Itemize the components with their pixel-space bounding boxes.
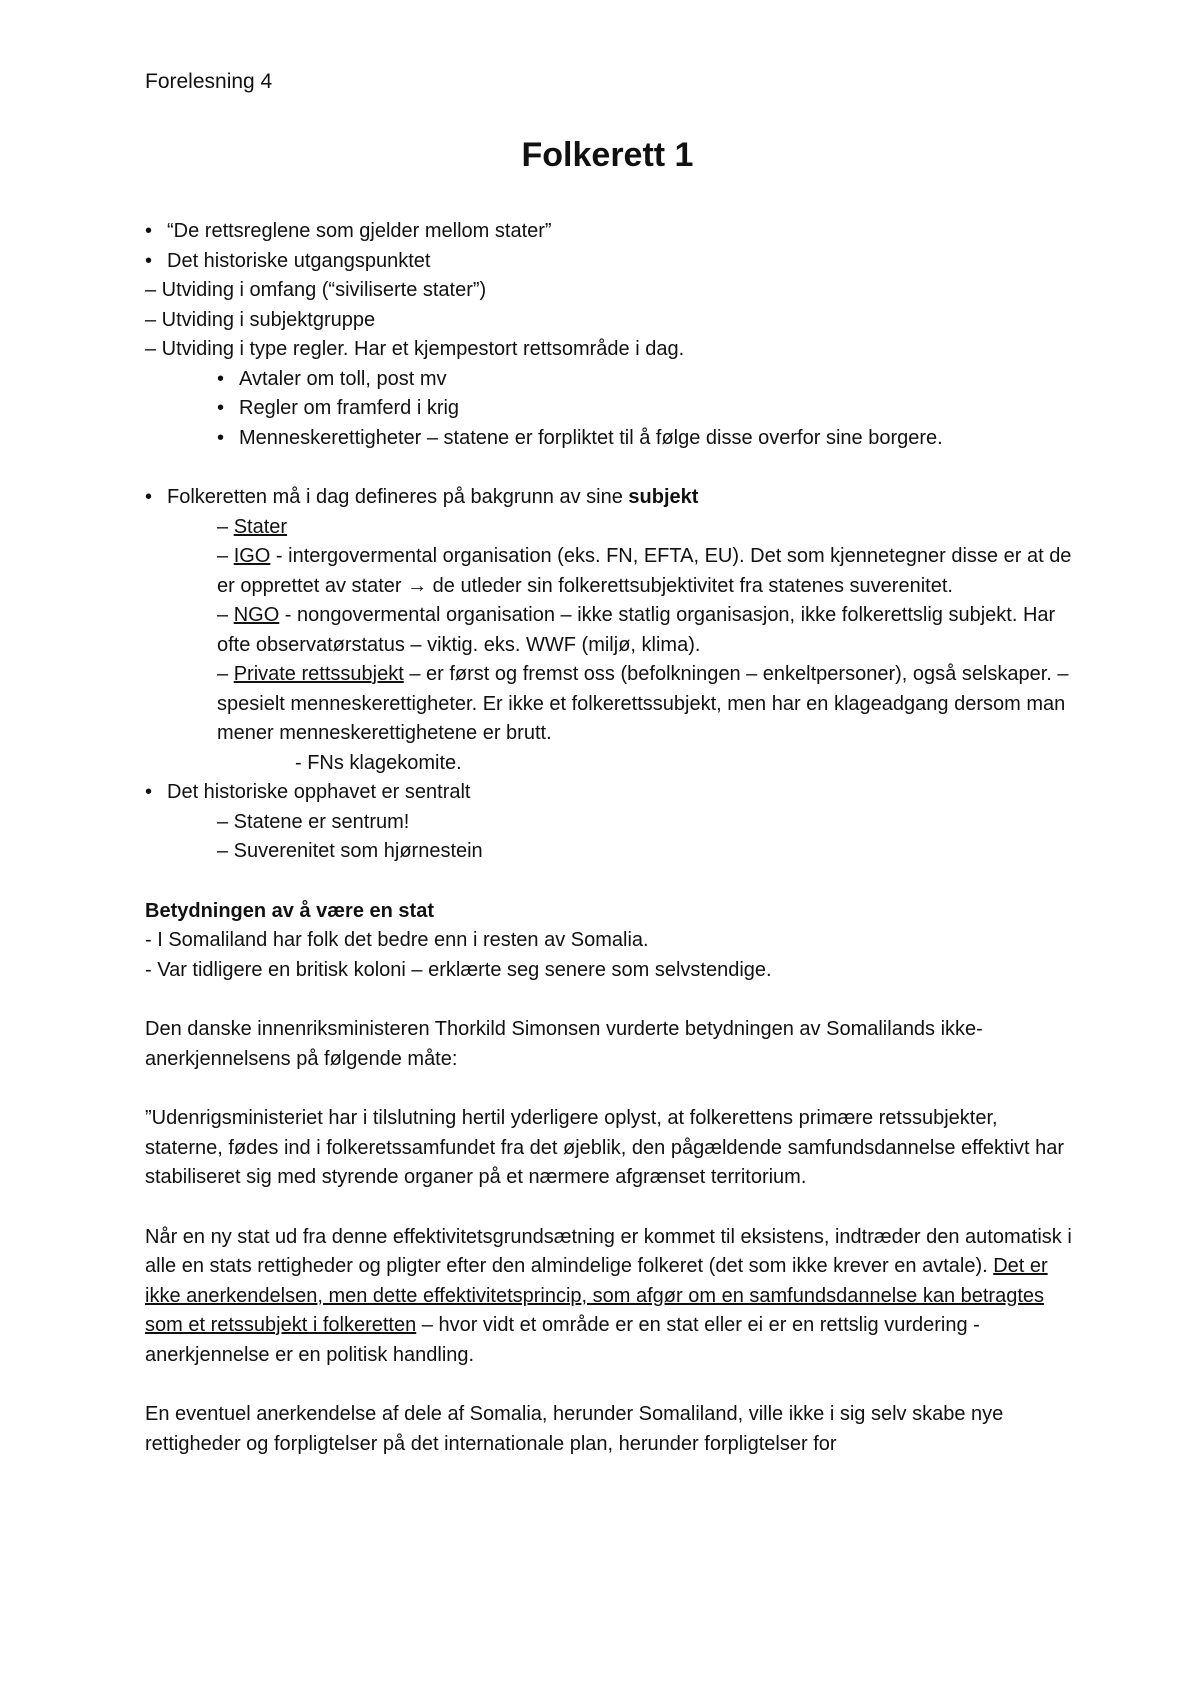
arrow-right-icon: → [407,574,428,597]
paragraph: Den danske innenriksministeren Thorkild Simonsen vurderte betydningen av Somalilands ikke-anerkjennelsens på følgende måte: [145,1018,983,1070]
subject-igo: – IGO - intergovermental organisation (eks. FN, EFTA, EU). Det som kjennetegner disse er at de er opprettet av stater → de utleder sin folkerettsubjektivitet fra statenes suverenitet. [217,545,1072,597]
bullet-icon: • [145,249,153,272]
bullet-icon: • [145,220,153,242]
bullet-icon: • [145,781,153,803]
dash-item: – Utviding i omfang (“siviliserte stater”) [145,279,487,301]
page-header: Forelesning 4 [145,70,273,93]
subject-ngo: – NGO - nongovermental organisation – ikke statlig organisasjon, ikke folkerettslig subjekt. Har ofte observatørstatus – viktig. eks. WWF (miljø, klima). [217,604,1056,656]
section-heading: Betydningen av å være en stat [145,899,434,922]
paragraph: En eventuel anerkendelse af dele af Somalia, herunder Somaliland, ville ikke i sig selv skabe nye rettigheder og forpligtelser på det internationale plan, herunder forpligtelser for [145,1403,1004,1455]
text-line: - Var tidligere en britisk koloni – erklærte seg senere som selvstendige. [145,958,772,981]
paragraph: ”Udenrigsministeriet har i tilslutning hertil yderligere oplyst, at folkerettens primære retssubjekter, staterne, fødes ind i folkeretssamfundet fra det øjeblik, den pågældende samfundsdannelse effektivt har stabiliseret sig med styrende organer på et nærmere afgrænset territorium. [145,1107,1065,1188]
sub-list-item: • Avtaler om toll, post mv [145,365,1080,395]
sub-list-item: • Regler om framferd i krig [145,394,1080,424]
dash-item: – Suverenitet som hjørnestein [217,840,483,862]
bullet-icon: • [145,486,153,508]
bullet-icon: • [217,367,225,390]
list-item: • Det historiske utgangspunktet [145,247,1080,277]
sub-list-item: • Menneskerettigheter – statene er forpliktet til å følge disse overfor sine borgere. [145,424,1080,454]
list-item: • Folkeretten må i dag defineres på bakgrunn av sine subjekt [145,483,1080,513]
dash-item: – Statene er sentrum! [217,810,410,833]
subject-stater: – Stater [217,515,288,538]
subject-private: – Private rettssubjekt – er først og fremst oss (befolkningen – enkeltpersoner), også selskaper. – spesielt menneskerettigheter. Er ikke et folkerettssubjekt, men har en klageadgang dersom man mener menneskerettighetene er brutt. [217,663,1069,744]
dash-item: – Utviding i type regler. Har et kjempestort rettsområde i dag. [145,338,685,360]
fns-line: - FNs klagekomite. [295,751,462,774]
page-title: Folkerett 1 [521,136,694,174]
dash-item: – Utviding i subjektgruppe [145,308,376,331]
list-item: • Det historiske opphavet er sentralt [145,778,1080,808]
paragraph: Når en ny stat ud fra denne effektivitetsgrundsætning er kommet til eksistens, indtræder den automatisk i alle en stats rettigheder og pligter efter den almindelige folkeret (det som ikke krever en avtale). Det er ikke anerkendelsen, men dette effektivitetsprincip, som afgør om en samfundsdannelse kan betragtes som et retssubjekt i folkeretten – hvor vidt et område er en stat eller ei er en rettslig vurdering - anerkjennelse er en politisk handling. [145,1225,1072,1366]
list-item: • “De rettsreglene som gjelder mellom stater” [145,217,1080,247]
bullet-icon: • [217,397,225,419]
text-line: - I Somaliland har folk det bedre enn i resten av Somalia. [145,929,649,951]
bullet-icon: • [217,426,225,449]
